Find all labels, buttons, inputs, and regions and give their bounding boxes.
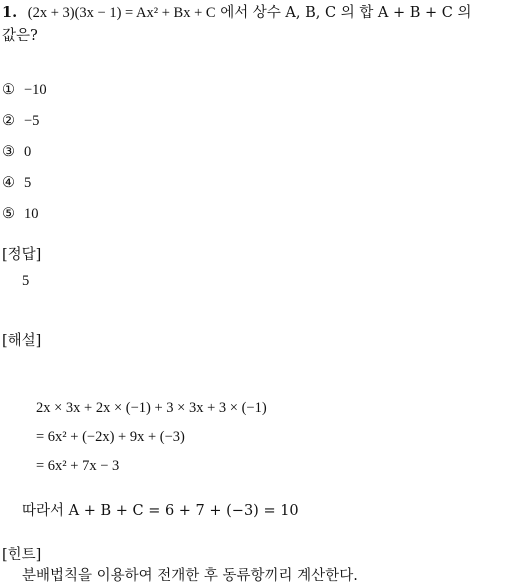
- solution-step: = 6x² + 7x − 3: [36, 458, 120, 474]
- solution-steps: [36, 398, 267, 485]
- choice-marker: ③: [2, 144, 15, 160]
- choice-4[interactable]: [2, 173, 522, 204]
- answer-value: 5: [22, 273, 30, 289]
- choice-value: −10: [24, 82, 47, 98]
- question: [2, 2, 530, 47]
- choice-marker: ①: [2, 82, 15, 98]
- choice-value: 5: [24, 175, 32, 191]
- choice-list: [2, 80, 522, 235]
- choice-1[interactable]: [2, 80, 522, 111]
- choice-value: 10: [24, 206, 39, 222]
- choice-marker: ⑤: [2, 206, 15, 222]
- solution-conclusion: 따라서 A + B + C = 6 + 7 + (−3) = 10: [22, 503, 299, 519]
- solution-step: = 6x² + (−2x) + 9x + (−3): [36, 429, 185, 445]
- choice-value: 0: [24, 144, 32, 160]
- hint-label: [힌트]: [2, 547, 42, 563]
- hint-text: 분배법칙을 이용하여 전개한 후 동류항끼리 계산한다.: [22, 568, 358, 584]
- question-text: 에서 상수 A, B, C 의 합 A + B + C 의: [220, 5, 472, 21]
- choice-2[interactable]: [2, 111, 522, 142]
- choice-3[interactable]: [2, 142, 522, 173]
- question-text-continued: 값은?: [2, 28, 38, 45]
- solution-label: [해설]: [2, 333, 42, 349]
- choice-5[interactable]: [2, 204, 522, 235]
- question-number: 1.: [2, 4, 18, 21]
- choice-marker: ②: [2, 113, 15, 129]
- question-expression: (2x + 3)(3x − 1) = Ax² + Bx + C: [27, 5, 216, 21]
- choice-value: −5: [24, 113, 40, 129]
- answer-label: [정답]: [2, 247, 42, 263]
- solution-step: 2x × 3x + 2x × (−1) + 3 × 3x + 3 × (−1): [36, 400, 267, 416]
- choice-marker: ④: [2, 175, 15, 191]
